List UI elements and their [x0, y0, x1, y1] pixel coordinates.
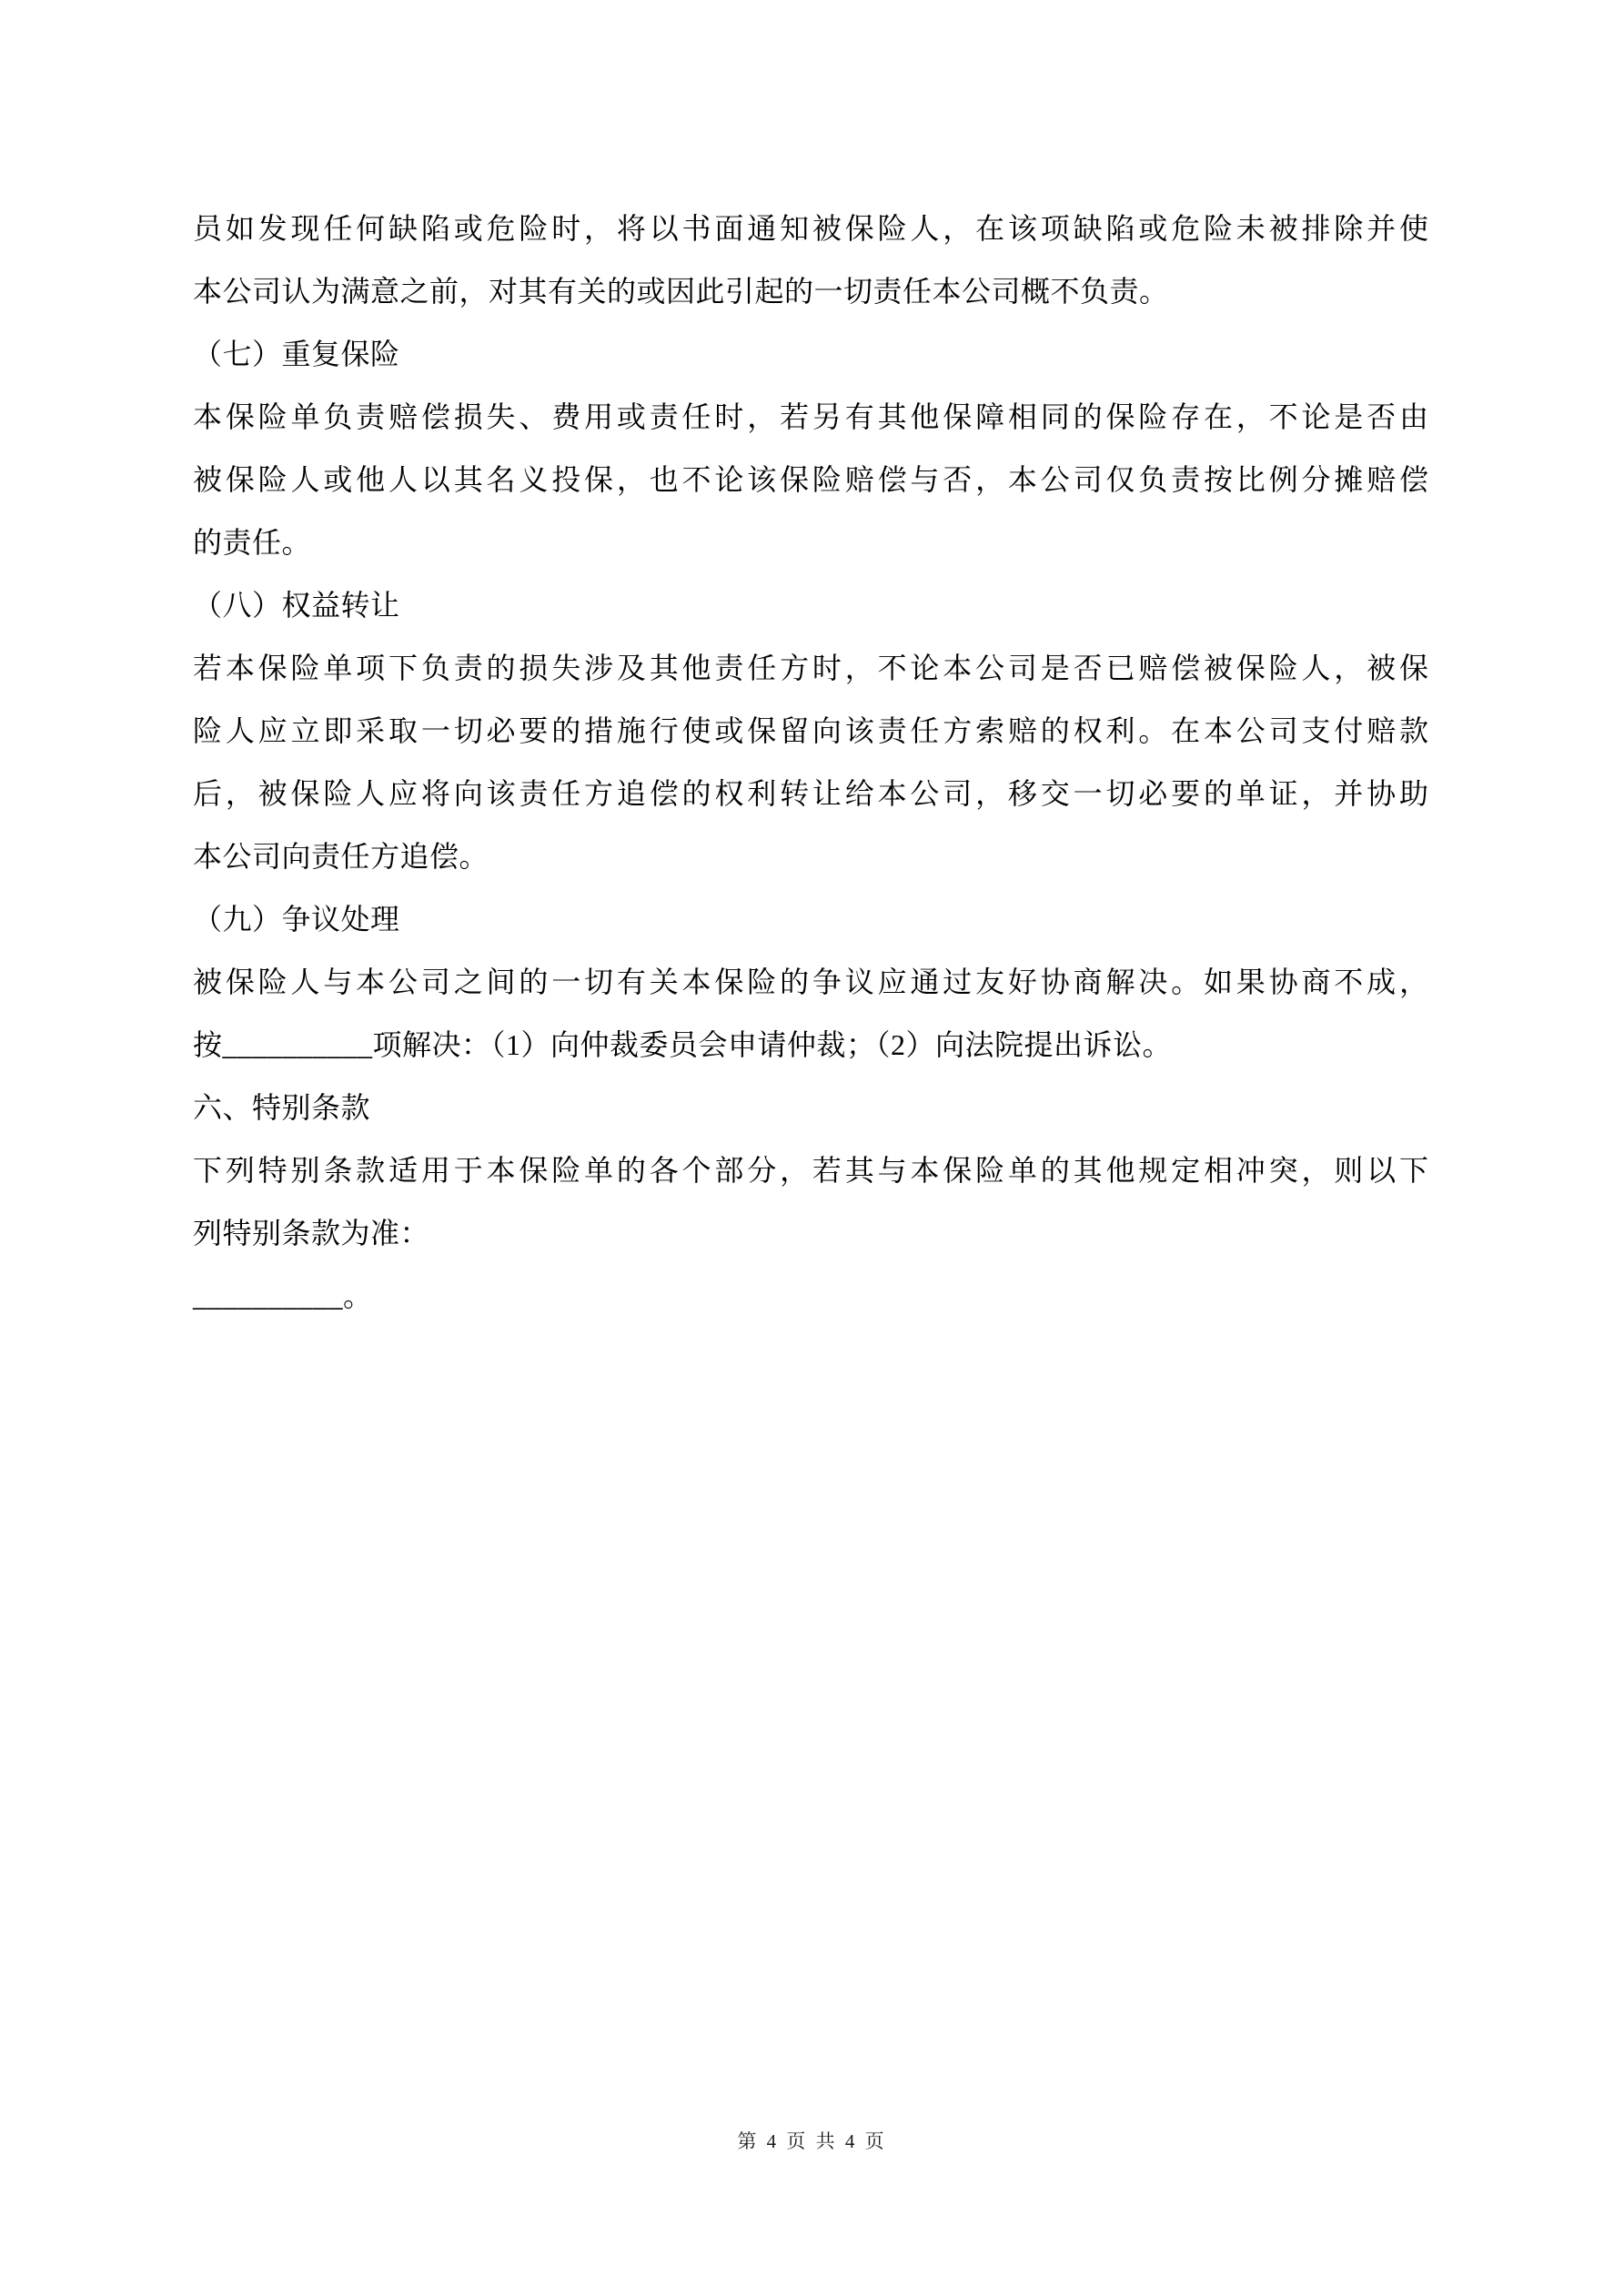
- contract-text: [193, 197, 1428, 1328]
- clause-heading: （九）争议处理: [193, 903, 400, 936]
- paragraph-line: 员如发现任何缺陷或危险时，将以书面通知被保险人，在该项缺陷或危险未被排除并使: [193, 212, 1428, 245]
- clause-heading: （八）权益转让: [193, 589, 400, 622]
- paragraph-line: 险人应立即采取一切必要的措施行使或保留向该责任方索赔的权利。在本公司支付赔款: [193, 714, 1428, 747]
- paragraph-line: 下列特别条款适用于本保险单的各个部分，若其与本保险单的其他规定相冲突，则以下: [193, 1154, 1428, 1187]
- clause-heading: （七）重复保险: [193, 338, 400, 370]
- blank-fill-line: __________。: [193, 1279, 373, 1312]
- paragraph-line: 本保险单负责赔偿损失、费用或责任时，若另有其他保障相同的保险存在，不论是否由: [193, 400, 1428, 433]
- paragraph-line: 被保险人或他人以其名义投保，也不论该保险赔偿与否，本公司仅负责按比例分摊赔偿: [193, 463, 1428, 496]
- page-number: 第 4 页 共 4 页: [737, 2130, 887, 2152]
- paragraph-line: 若本保险单项下负责的损失涉及其他责任方时，不论本公司是否已赔偿被保险人，被保: [193, 652, 1428, 684]
- page-footer: [0, 2126, 1624, 2157]
- paragraph-line: 后，被保险人应将向该责任方追偿的权利转让给本公司，移交一切必要的单证，并协助: [193, 777, 1428, 810]
- paragraph-line: 按__________项解决：（1）向仲裁委员会申请仲裁；（2）向法院提出诉讼。: [193, 1028, 1173, 1061]
- paragraph-line: 被保险人与本公司之间的一切有关本保险的争议应通过友好协商解决。如果协商不成，: [193, 966, 1428, 998]
- section-heading: 六、特别条款: [193, 1091, 371, 1124]
- paragraph-line: 的责任。: [193, 526, 312, 559]
- paragraph-line: 本公司向责任方追偿。: [193, 840, 489, 873]
- paragraph-line: 列特别条款为准：: [193, 1217, 430, 1249]
- paragraph-line: 本公司认为满意之前，对其有关的或因此引起的一切责任本公司概不负责。: [193, 275, 1169, 308]
